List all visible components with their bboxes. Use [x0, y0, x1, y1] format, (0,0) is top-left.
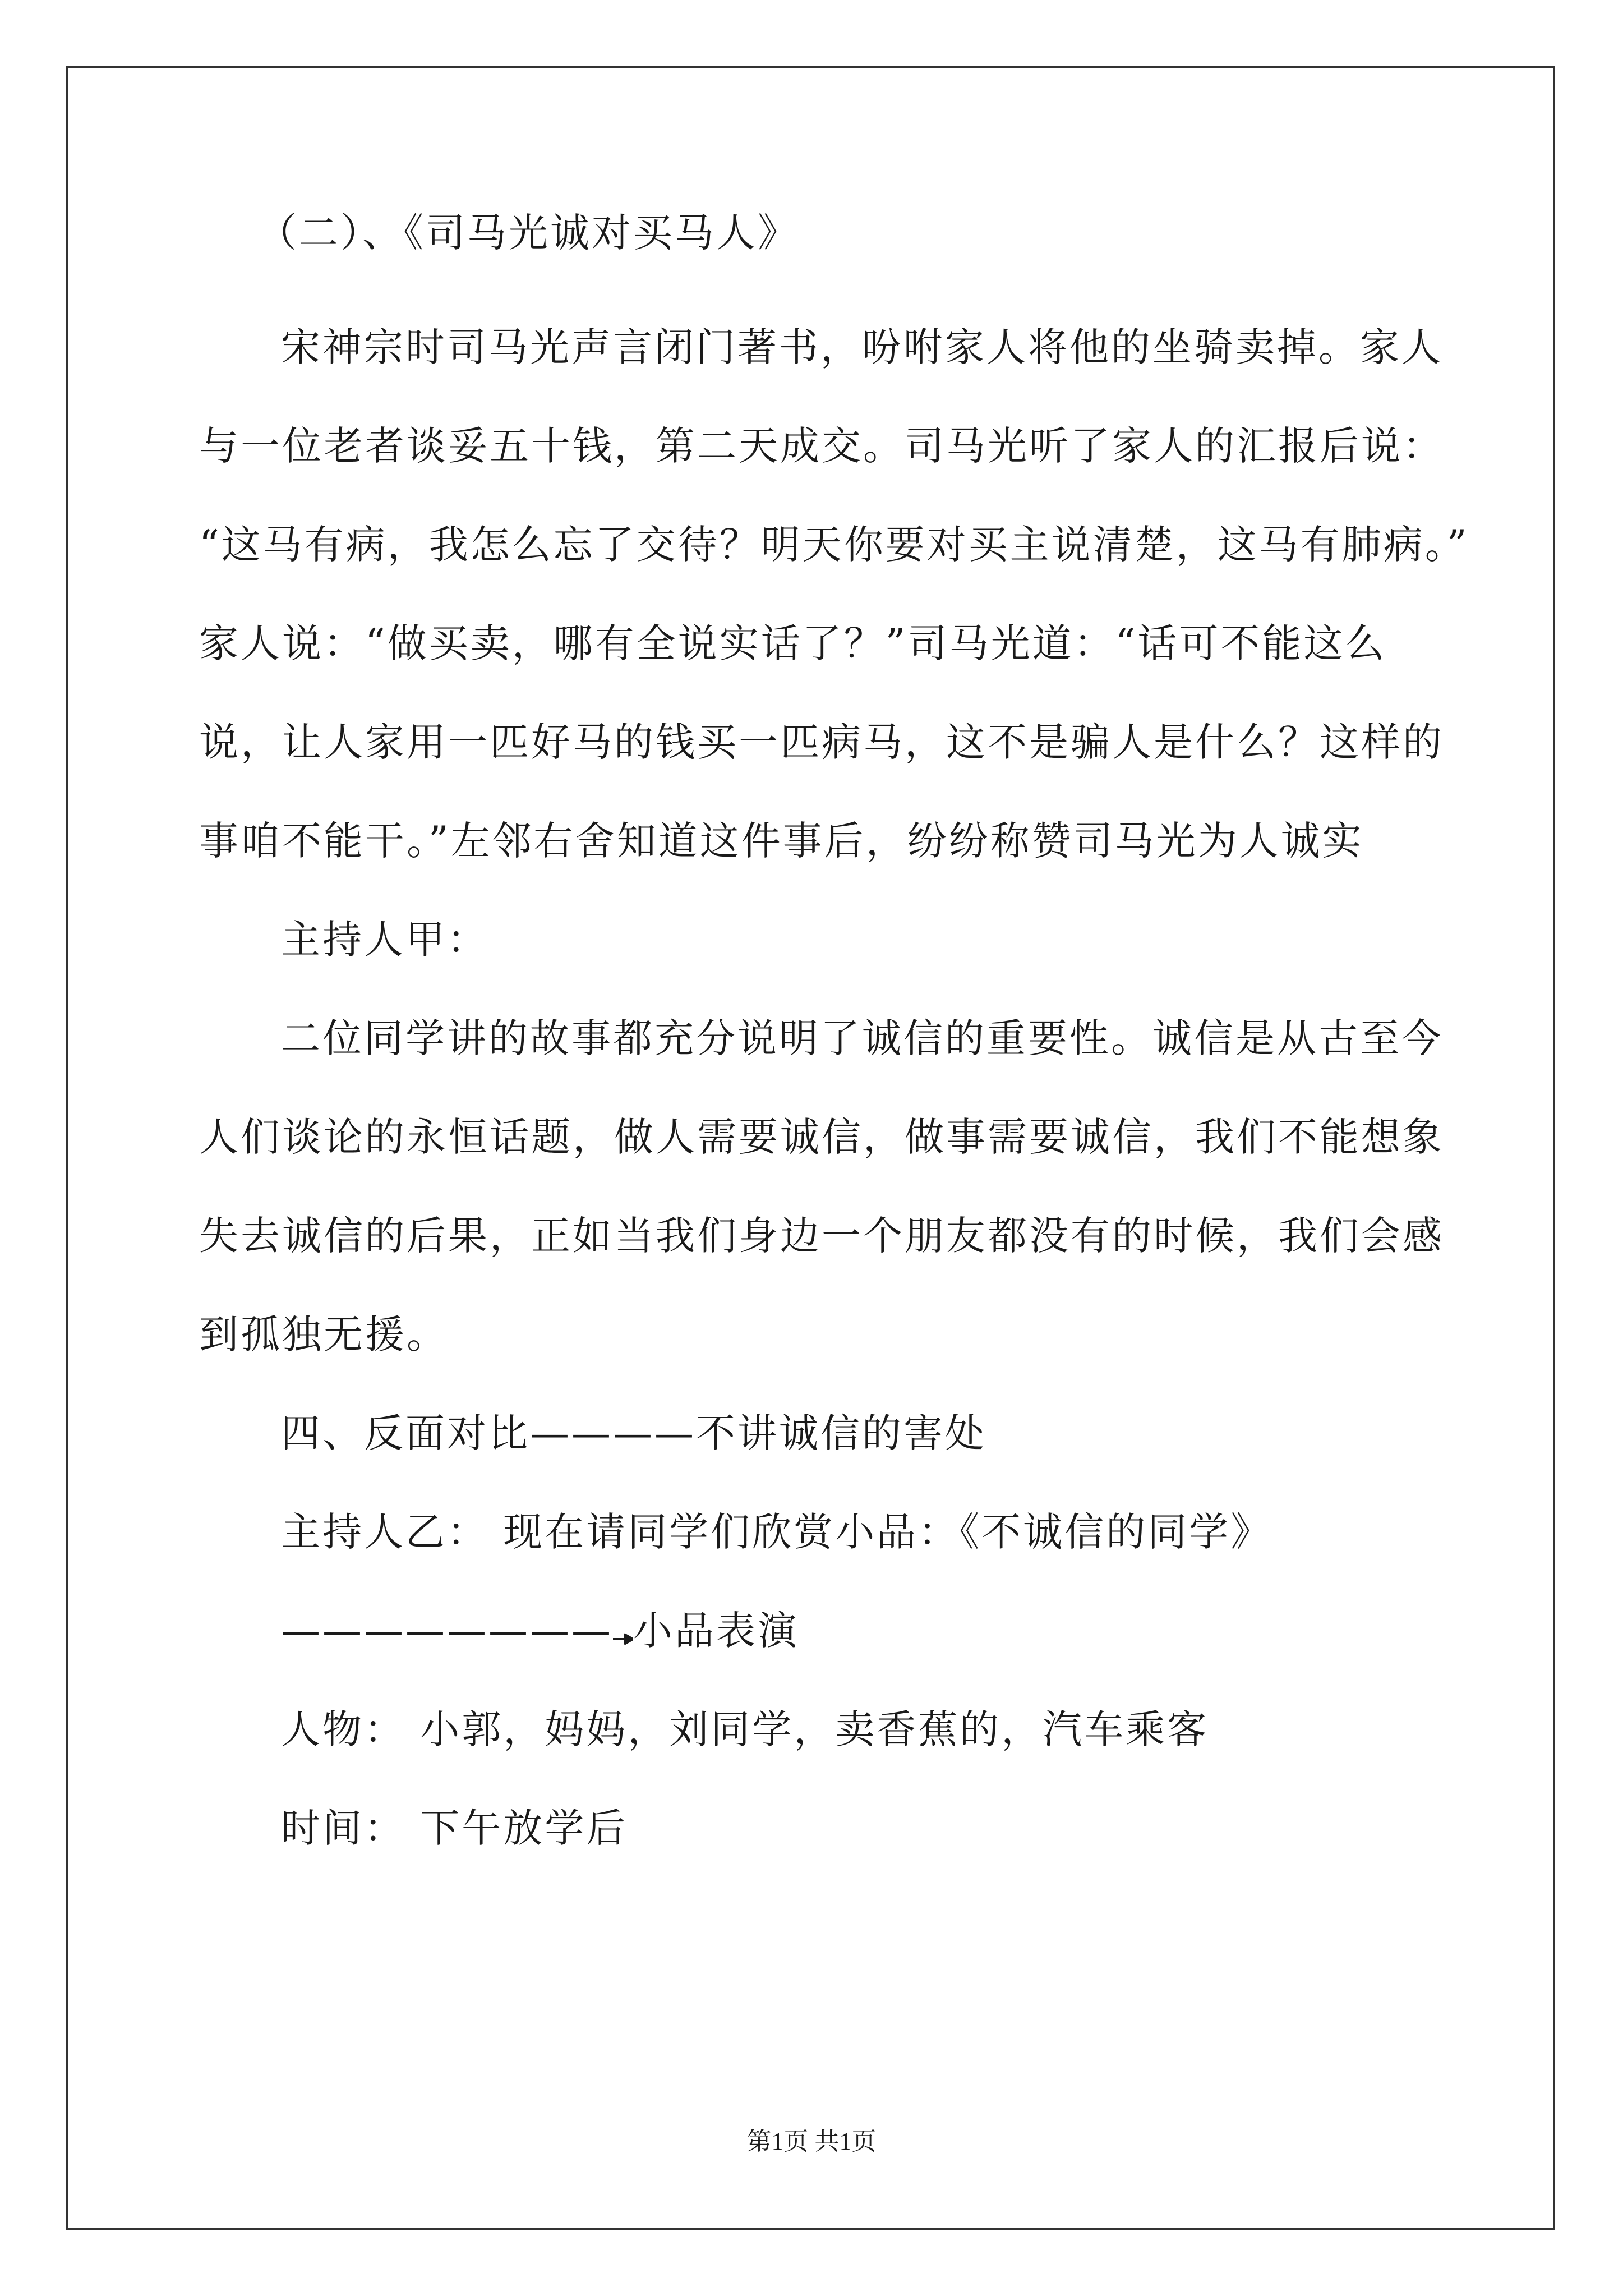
skit-dashes: ————————: [281, 1608, 613, 1654]
paragraph-line: 家人说：“做买卖，哪有全说实话了？”司马光道：“话可不能这么: [199, 620, 1387, 666]
host-b-line: 主持人乙： 现在请同学们欣赏小品：《不诚信的同学》: [281, 1509, 1272, 1555]
characters-line: 人物： 小郭，妈妈，刘同学，卖香蕉的，汽车乘客: [281, 1706, 1209, 1752]
section4-title: 四、反面对比————不讲诚信的害处: [281, 1410, 986, 1456]
paragraph-line: 说，让人家用一匹好马的钱买一匹病马，这不是骗人是什么？这样的: [199, 719, 1444, 765]
paragraph-line: 到孤独无援。: [199, 1312, 448, 1358]
page-footer: 第1页 共1页: [746, 2128, 877, 2155]
arrow-head-icon: [613, 1609, 633, 1659]
paragraph-line: 事咱不能干。”左邻右舍知道这件事后，纷纷称赞司马光为人诚实: [199, 818, 1364, 864]
skit-label: 小品表演: [633, 1608, 799, 1654]
paragraph-line: 与一位老者谈妥五十钱，第二天成交。司马光听了家人的汇报后说：: [199, 423, 1444, 469]
paragraph-line: 失去诚信的后果，正如当我们身边一个朋友都没有的时候，我们会感: [199, 1213, 1444, 1259]
paragraph-line: 二位同学讲的故事都充分说明了诚信的重要性。诚信是从古至今: [281, 1015, 1443, 1061]
story-heading: （二）、《司马光诚对买马人》: [257, 210, 799, 256]
paragraph-line: “这马有病，我怎么忘了交待？明天你要对买主说清楚，这马有肺病。”: [199, 522, 1469, 568]
skit-line: [281, 1605, 799, 1659]
paragraph-line: 人们谈论的永恒话题，做人需要诚信，做事需要诚信，我们不能想象: [199, 1114, 1444, 1160]
host-a-label: 主持人甲：: [281, 917, 488, 963]
time-line: 时间： 下午放学后: [281, 1805, 628, 1851]
paragraph-line: 宋神宗时司马光声言闭门著书，吩咐家人将他的坐骑卖掉。家人: [281, 324, 1443, 370]
